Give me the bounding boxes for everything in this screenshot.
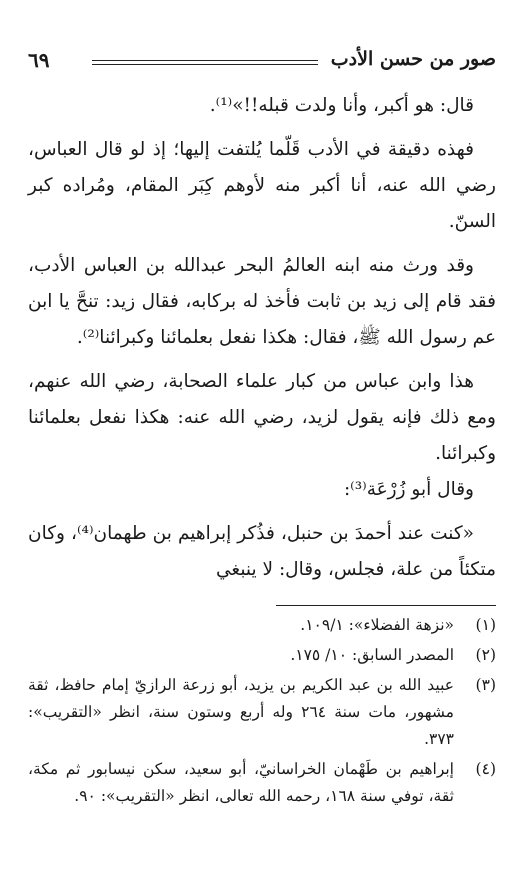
footnote-item [28, 672, 496, 753]
footnote-number: (١) [475, 616, 496, 634]
footnote-number: (٣) [475, 676, 496, 694]
footnote-text: «نزهة الفضلاء»: ١٠٩/١. [300, 616, 454, 634]
paragraph: هذا وابن عباس من كبار علماء الصحابة، رضي الله عنهم، ومع ذلك فإنه يقول لزيد، رضي الله عنه: هكذا نفعل بعلمائنا وكبرائنا. [28, 371, 496, 464]
running-header [28, 48, 496, 78]
footnote-number: (٤) [475, 760, 496, 778]
paragraph: وقد ورث منه ابنه العالمُ البحر عبدالله بن العباس الأدب، فقد قام إلى زيد بن ثابت فأخذ له بركابه، فقال زيد: تنحَّ يا ابن عم رسول الله ﷺ، فقال: هكذا نفعل بعلمائنا وكبرائنا⁽²⁾. [28, 255, 496, 348]
paragraph: وقال أبو زُرْعَة⁽³⁾: [343, 479, 474, 500]
footnote-text: إبراهيم بن طَهْمان الخراسانيّ، أبو سعيد، سكن نيسابور ثم مكة، ثقة، توفي سنة ١٦٨، رحمه الله تعالى، انظر «التقريب»: ٩٠. [28, 760, 454, 805]
paragraph: قال: هو أكبر، وأنا ولدت قبله!!»⁽¹⁾. [209, 95, 474, 116]
footnote-item [28, 756, 496, 810]
page-number: ٦٩ [28, 48, 50, 72]
footnote-item [28, 642, 496, 669]
paragraph: فهذه دقيقة في الأدب قَلّما يُلتفت إليها؛ إذ لو قال العباس، رضي الله عنه، أنا أكبر منه لأوهم كِبَر المقام، ومُراده كبر السنّ. [28, 139, 496, 232]
running-title: صور من حسن الأدب [330, 48, 496, 70]
paragraph: «كنت عند أحمدَ بن حنبل، فذُكر إبراهيم بن طهمان⁽⁴⁾، وكان متكئاً من علة، فجلس، وقال: لا ينبغي [28, 523, 496, 580]
footnote-text: عبيد الله بن عبد الكريم بن يزيد، أبو زرعة الرازيّ إمام حافظ، ثقة مشهور، مات سنة ٢٦٤ وله أربع وستون سنة، انظر «التقريب»: ٣٧٣. [28, 676, 454, 748]
header-rule [92, 60, 318, 65]
footnote-number: (٢) [475, 646, 496, 664]
footnotes [28, 612, 496, 813]
footnote-item [28, 612, 496, 639]
footnote-text: المصدر السابق: ١٠/ ١٧٥. [290, 646, 454, 664]
footnote-rule [276, 605, 496, 606]
main-text [28, 88, 496, 596]
